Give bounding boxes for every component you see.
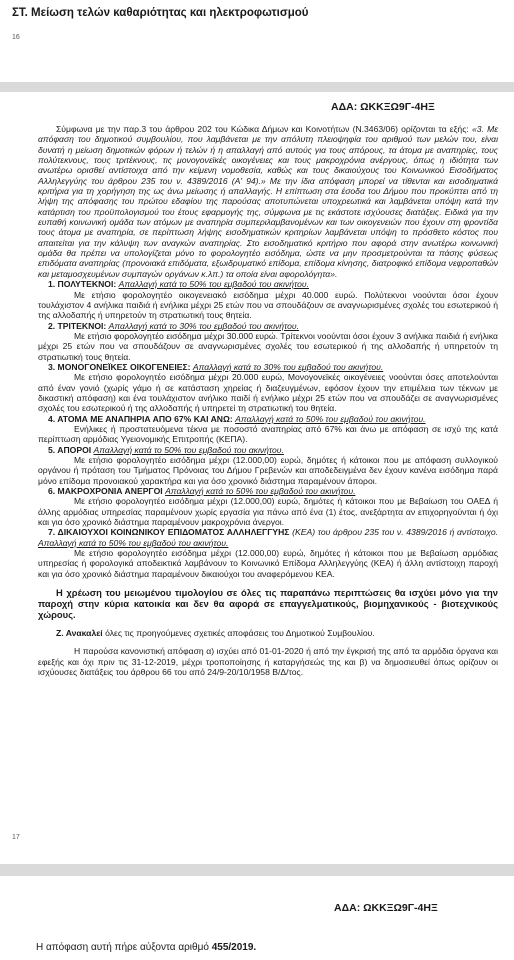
- list-item: 2. ΤΡΙΤΕΚΝΟΙ: Απαλλαγή κατά το 30% του εμβαδού του ακινήτου. Με ετήσιο φορολογητέο εισόδημα μέχρι 30.000 ευρώ. Τρίτεκνοι νοούνται όσοι έχουν 3 ανήλικα παιδιά ή ενήλικα μέχρι 25 ετών που να σπουδάζουν σε αναγνωρισμένες σχολές του εσωτερικού ή της αλλοδαπής ή υπηρετούν τη στρατιωτική τους θητεία.: [38, 320, 498, 362]
- decision-number: 455/2019.: [211, 942, 257, 953]
- list-item: 7. ΔΙΚΑΙΟΥΧΟΙ ΚΟΙΝΩΝΙΚΟΥ ΕΠΙΔΟΜΑΤΟΣ ΑΛΛΗΛΕΓΓΥΗΣ (ΚΕΑ) του άρθρου 235 του ν. 4389/2016 ή αντίστοιχο. Απαλλαγή κατά το 50% του εμβαδού του ακινήτου. Με ετήσιο φορολογητέο εισόδημα μέχρι (12.000,00) ευρώ, δημότες ή κάτοικοι που με Βεβαίωση αρμόδιας υπηρεσίας ή φορολογικά αποδεικτικά λαμβάνουν το Κοινωνικό Επίδομα Αλληλεγγύης (ΚΕΑ) ή άλλη αντίστοιχη παροχή και για όσο χρονικό διάστημα παραμένουν δικαιούχοι του αναφερόμενου ΚΕΑ.: [38, 527, 499, 579]
- ada-code: ΑΔΑ: ΩΚΚΞΩ9Γ-4ΗΞ: [334, 902, 438, 914]
- page-number: 17: [12, 834, 20, 841]
- list-item: 1. ΠΟΛΥΤΕΚΝΟΙ: Απαλλαγή κατά το 50% του εμβαδού του ακινήτου. Με ετήσιο φορολογητέο οικογενειακό εισόδημα μέχρι 40.000 ευρώ. Πολύτεκνοι νοούνται όσοι έχουν τουλάχιστον 4 ανήλικα παιδιά ή ενήλικα μέχρι 25 ετών που να σπουδάζουν σε αναγνωρισμένες σχολές του εσωτερικού ή της αλλοδαπής ή υπηρετούν τη στρατιωτική τους θητεία.: [38, 279, 498, 321]
- validity-paragraph: Η παρούσα κανονιστική απόφαση α) ισχύει από 01-01-2020 ή από την έγκρισή της από τα αρμόδια όργανα και εφεξής και όχι πριν τις 31-12-2019, μέχρι τροποποίησης ή καταργήσεώς της και β) να δημοσιευθεί όπως ορίζουν οι ισχύουσες διατάξεις του άρθρου 66 του από 24/9-20/10/1958 Β/Δ/τος.: [38, 646, 498, 678]
- list-item: 6. ΜΑΚΡΟΧΡΟΝΙΑ ΑΝΕΡΓΟΙ Απαλλαγή κατά το 50% του εμβαδού του ακινήτου. Με ετήσιο φορολογητέο εισόδημα μέχρι (12.000,00) ευρώ, δημότες ή κάτοικοι που με Βεβαίωση του ΟΑΕΔ ή άλλης αρμόδιας υπηρεσίας παραμένουν χωρίς εργασία για πάνω από ένα (1) έτος, ανεξάρτητα αν επιχορηγούνται ή όχι και για όσο χρονικό διάστημα παραμένουν μακροχρόνια άνεργοι.: [38, 486, 498, 528]
- section-heading: ΣΤ. Μείωση τελών καθαριότητας και ηλεκτροφωτισμού: [12, 7, 309, 19]
- list-item: 4. ΑΤΟΜΑ ΜΕ ΑΝΑΠΗΡΙΑ ΑΠΟ 67% ΚΑΙ ΑΝΩ: Απαλλαγή κατά το 50% του εμβαδού του ακινήτου. Ενήλικες ή προστατευόμενα τέκνα με ποσοστό αναπηρίας από 67% και άνω με απόφαση σε ισχύ της κατά περίπτωση αρμόδιας Υγειονομικής Επιτροπής (ΚΕΠΑ).: [38, 413, 498, 445]
- page-gap: [0, 864, 514, 876]
- page-gap: [0, 82, 514, 92]
- ada-code: ΑΔΑ: ΩΚΚΞΩ9Γ-4ΗΞ: [331, 101, 435, 113]
- decision-number-line: Η απόφαση αυτή πήρε αύξοντα αριθμό 455/2019.: [36, 942, 257, 953]
- document-body: [38, 124, 498, 678]
- revoke-paragraph: Ζ. Ανακαλεί όλες τις προηγούμενες σχετικές αποφάσεις του Δημοτικού Συμβουλίου.: [56, 628, 375, 639]
- list-item: 5. ΑΠΟΡΟΙ Απαλλαγή κατά το 50% του εμβαδού του ακινήτου. Με ετήσιο φορολογητέο εισόδημα μέχρι (12.000,00) ευρώ, δημότες ή κάτοικοι που με απόφαση συλλογικού οργάνου ή πρόταση του Τμήματος Πρόνοιας του Δήμου Γρεβενών και αποδεδειγμένα δεν έχουν κανένα εισόδημα παρά μόνο επίδομα προνοιακού χαρακτήρα και για όσο χρονικό διάστημα παραμένουν άποροι.: [38, 444, 498, 486]
- page-number: 16: [12, 34, 20, 41]
- list-item: 3. ΜΟΝΟΓΟΝΕΪΚΕΣ ΟΙΚΟΓΕΝΕΙΕΣ: Απαλλαγή κατά το 30% του εμβαδού του ακινήτου. Με ετήσιο φορολογητέο εισόδημα μέχρι 20.000 ευρώ, Μονογονεϊκές οικογένειες νοούνται όσες αποτελούνται από έναν γονιό (χωρίς γάμο ή σε κατάσταση χηρείας ή διαζευγμένων, εφόσον έχουν την επιμέλεια των τέκνων με δικαστική απόφαση) και ένα τουλάχιστον ανήλικο παιδί ή ενήλικο μέχρι 25 ετών που να σπουδάζει σε αναγνωρισμένες σχολές του εσωτερικού ή της αλλοδαπής ή υπηρετεί τη στρατιωτική του θητεία.: [38, 361, 498, 414]
- law-quote: «3. Με απόφαση του δημοτικού συμβουλίου, που λαμβάνεται με την απόλυτη πλειοψηφία του αριθμού των μελών του, είναι δυνατή η μείωση δημοτικών φόρων ή τελών ή η απαλλαγή από αυτούς για τους απόρους, τα άτομα με αναπηρίες, τους πολύτεκνους, τους τριτέκνους, τις μονογονεϊκές οικογένειες και τους μακροχρόνια ανέργους, όπως η ιδιότητα των ανωτέρω ορισθεί αντίστοιχα από την κείμενη νομοθεσία, καθώς και τους δικαιούχους του Κοινωνικού Εισοδήματος Αλληλεγγύης του άρθρου 235 του ν. 4389/2016 (Α' 94).» Με την ίδια απόφαση μπορεί να τίθενται και εισοδηματικά κριτήρια για τη χορήγηση της ως άνω μείωσης ή απαλλαγής. Η επίπτωση στα έσοδα του Δήμου που προκύπτει από τη λήψη της απόφασης του πρώτου εδαφίου της παρούσας αποτυπώνεται υποχρεωτικά και λαμβάνεται υπόψη κατά την κατάρτιση του προϋπολογισμού του έτους εφαρμογής της, σύμφωνα με τις εκάστοτε ισχύουσες διατάξεις. Ειδικά για την ευπαθή κοινωνική ομάδα των ατόμων με αναπηρία συμπεριλαμβανομένων και των οικογενειών που έχουν στη φροντίδα τους άτομα με αναπηρία, σε περίπτωση λήψης εισοδηματικών κριτηρίων λαμβάνεται υπόψη το πρόσθετο κόστος που απαιτείται για την κάλυψη των αναγκών αναπηρίας. Στο εισοδηματικό κριτήριο που αφορά στην ανωτέρω κοινωνική ομάδα θα πρέπει να υπολογίζεται μόνο το φορολογητέο εισόδημα, ώστε να μην προσμετρούνται τα πάσης φύσεως επιδόματα αναπηρίας (προνοιακά επιδόματα, εξωιδρυματικό επίδομα, επίδομα κίνησης, διατροφικό επίδομα νεφροπαθών και μεταμοσχευμένων συμπαγών οργάνων κ.λπ.) τα οποία είναι αφορολόγητα».: [38, 124, 498, 279]
- charge-note: Η χρέωση του μειωμένου τιμολογίου σε όλες τις παραπάνω περιπτώσεις θα ισχύει μόνο για την παροχή στην κύρια κατοικία και δεν θα αφορά σε επαγγελματικούς, βιομηχανικούς - βιοτεχνικούς χώρους.: [38, 587, 498, 621]
- intro-paragraph: Σύμφωνα με την παρ.3 του άρθρου 202 του Κώδικα Δήμων και Κοινοτήτων (Ν.3463/06) ορίζονται τα εξής: «3. Με απόφαση του δημοτικού συμβουλίου, που λαμβάνεται με την απόλυτη πλειοψηφία του αριθμού των μελών του, είναι δυνατή η μείωση δημοτικών φόρων ή τελών ή η απαλλαγή από αυτούς για τους απόρους, τα άτομα με αναπηρίες, τους πολύτεκνους, τους τριτέκνους, τις μονογονεϊκές οικογένειες και τους μακροχρόνια ανέργους, όπως η ιδιότητα των ανωτέρω ορισθεί αντίστοιχα από την κείμενη νομοθεσία, καθώς και τους δικαιούχους του Κοινωνικού Εισοδήματος Αλληλεγγύης του άρθρου 235 του ν. 4389/2016 (Α' 94).» Με την ίδια απόφαση μπορεί να τίθενται και εισοδηματικά κριτήρια για τη χορήγηση της ως άνω μείωσης ή απαλλαγής. Η επίπτωση στα έσοδα του Δήμου που προκύπτει από τη λήψη της απόφασης του πρώτου εδαφίου της παρούσας αποτυπώνεται υποχρεωτικά και λαμβάνεται υπόψη κατά την κατάρτιση του προϋπολογισμού του έτους εφαρμογής της, σύμφωνα με τις εκάστοτε ισχύουσες διατάξεις. Ειδικά για την ευπαθή κοινωνική ομάδα των ατόμων με αναπηρία συμπεριλαμβανομένων και των οικογενειών που έχουν στη φροντίδα τους άτομα με αναπηρία, σε περίπτωση λήψης εισοδηματικών κριτηρίων λαμβάνεται υπόψη το πρόσθετο κόστος που απαιτείται για την κάλυψη των αναγκών αναπηρίας. Στο εισοδηματικό κριτήριο που αφορά στην ανωτέρω κοινωνική ομάδα θα πρέπει να υπολογίζεται μόνο το φορολογητέο εισόδημα, ώστε να μην προσμετρούνται τα πάσης φύσεως επιδόματα αναπηρίας (προνοιακά επιδόματα, εξωιδρυματικό επίδομα, επίδομα κίνησης, διατροφικό επίδομα νεφροπαθών και μεταμοσχευμένων συμπαγών οργάνων κ.λπ.) τα οποία είναι αφορολόγητα».: [38, 124, 498, 279]
